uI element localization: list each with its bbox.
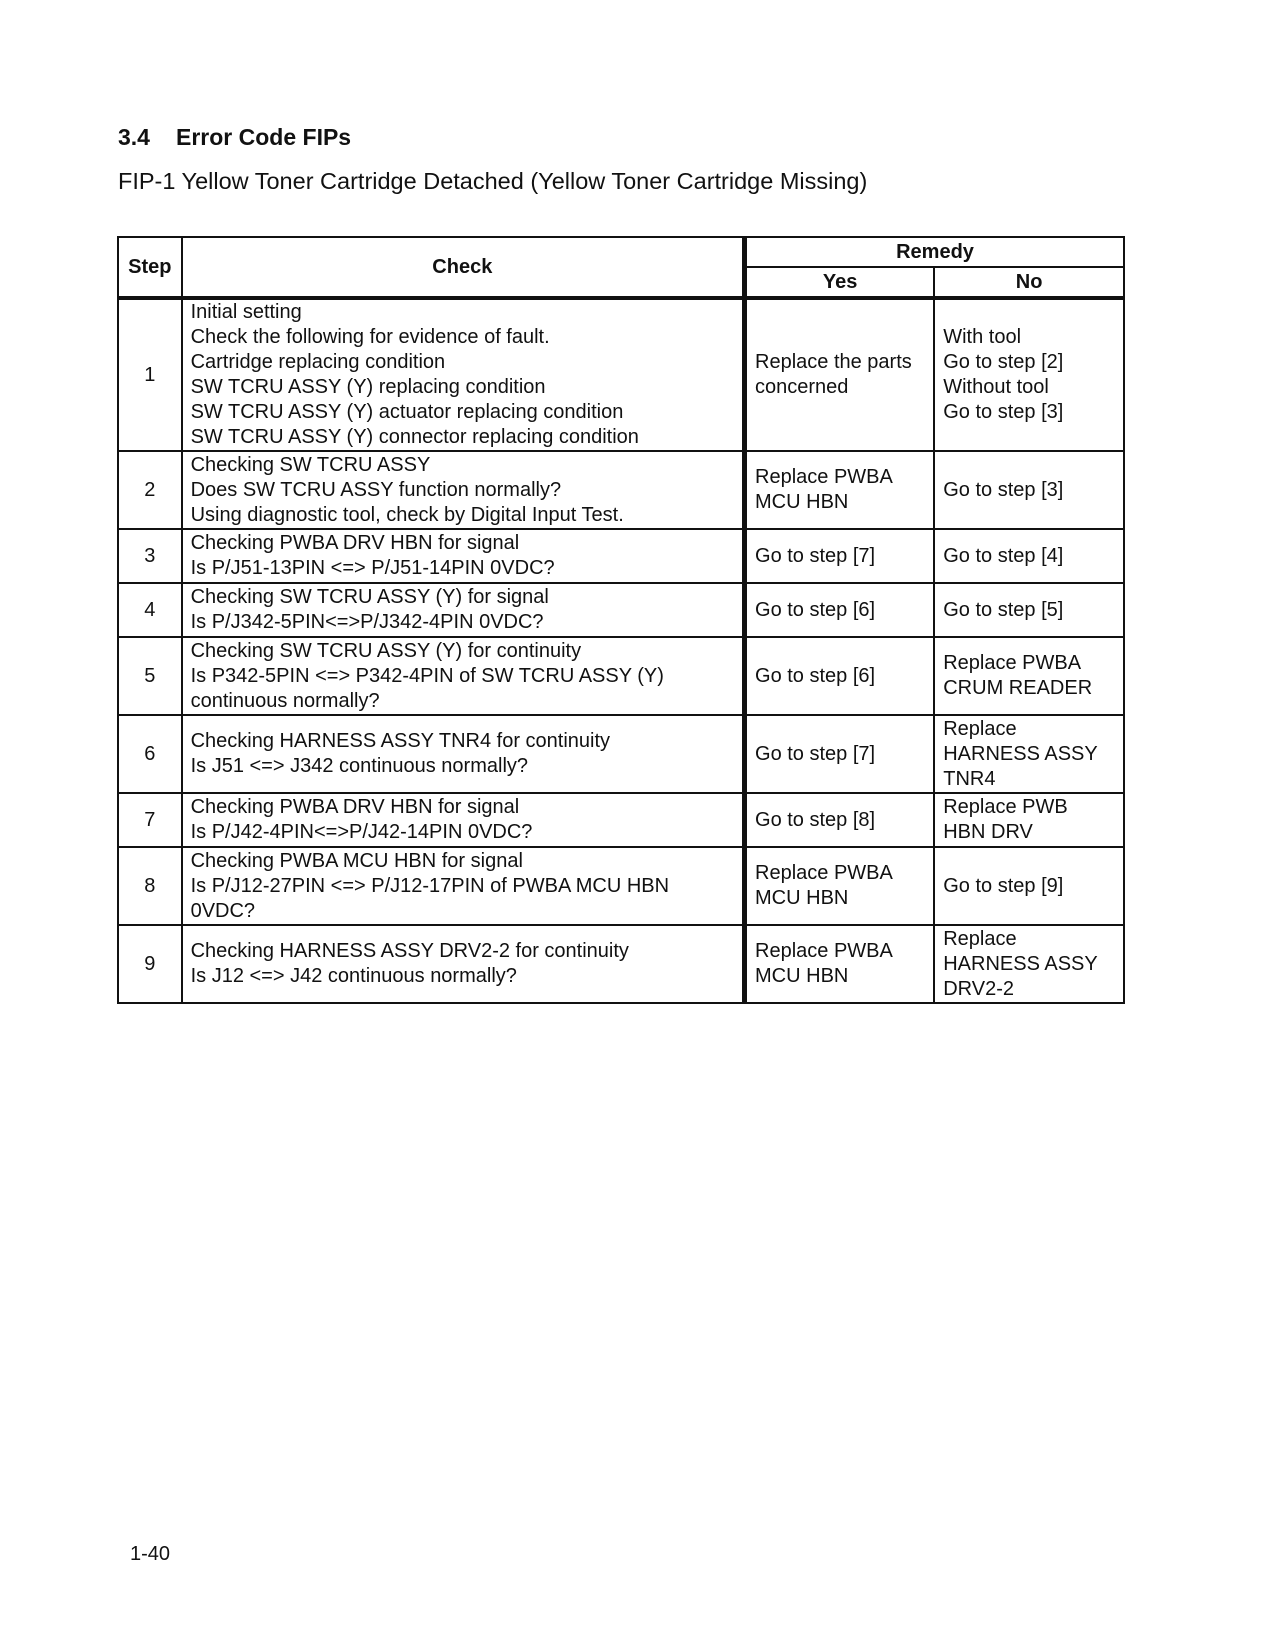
table-row [118,793,1124,847]
table-row [118,298,1124,451]
check-cell: Checking HARNESS ASSY TNR4 for continuity Is J51 <=> J342 continuous normally? [182,715,745,793]
check-cell: Checking SW TCRU ASSY (Y) for continuity Is P342-5PIN <=> P342-4PIN of SW TCRU ASSY (Y) continuous normally? [182,637,745,715]
step-cell: 8 [118,847,182,925]
no-cell: Replace PWB HBN DRV [934,793,1124,847]
step-cell: 1 [118,298,182,451]
section-title: Error Code FIPs [176,124,352,150]
yes-cell: Go to step [7] [745,529,935,583]
yes-cell: Replace PWBA MCU HBN [745,847,935,925]
check-cell: Checking PWBA DRV HBN for signal Is P/J42-4PIN<=>P/J42-14PIN 0VDC? [182,793,745,847]
fip-table [117,236,1125,1004]
yes-cell: Replace PWBA MCU HBN [745,925,935,1003]
step-cell: 7 [118,793,182,847]
no-cell: Go to step [4] [934,529,1124,583]
step-cell: 9 [118,925,182,1003]
no-cell: Go to step [3] [934,451,1124,529]
header-no: No [934,267,1124,298]
header-remedy: Remedy [745,237,1124,267]
header-check: Check [182,237,745,298]
table-row [118,847,1124,925]
yes-cell: Go to step [8] [745,793,935,847]
section-heading [118,124,351,151]
no-cell: Go to step [9] [934,847,1124,925]
table-row [118,529,1124,583]
no-cell: With tool Go to step [2] Without tool Go to step [3] [934,298,1124,451]
table-row [118,583,1124,637]
no-cell: Replace HARNESS ASSY DRV2-2 [934,925,1124,1003]
step-cell: 2 [118,451,182,529]
check-cell: Checking HARNESS ASSY DRV2-2 for continuity Is J12 <=> J42 continuous normally? [182,925,745,1003]
table-row [118,925,1124,1003]
no-cell: Replace HARNESS ASSY TNR4 [934,715,1124,793]
header-yes: Yes [745,267,935,298]
page-number: 1-40 [130,1543,171,1565]
yes-cell: Go to step [7] [745,715,935,793]
step-cell: 6 [118,715,182,793]
yes-cell: Go to step [6] [745,637,935,715]
check-cell: Initial setting Check the following for evidence of fault. Cartridge replacing condition SW TCRU ASSY (Y) replacing condition SW TCRU ASSY (Y) actuator replacing condition SW TCRU ASSY (Y) connector replacing condition [182,298,745,451]
yes-cell: Go to step [6] [745,583,935,637]
yes-cell: Replace PWBA MCU HBN [745,451,935,529]
step-cell: 3 [118,529,182,583]
check-cell: Checking PWBA MCU HBN for signal Is P/J12-27PIN <=> P/J12-17PIN of PWBA MCU HBN 0VDC? [182,847,745,925]
table-row [118,715,1124,793]
table-row [118,637,1124,715]
header-step: Step [118,237,182,298]
fip-title: FIP-1 Yellow Toner Cartridge Detached (Yellow Toner Cartridge Missing) [118,168,868,194]
check-cell: Checking PWBA DRV HBN for signal Is P/J51-13PIN <=> P/J51-14PIN 0VDC? [182,529,745,583]
check-cell: Checking SW TCRU ASSY (Y) for signal Is P/J342-5PIN<=>P/J342-4PIN 0VDC? [182,583,745,637]
table-row [118,451,1124,529]
no-cell: Go to step [5] [934,583,1124,637]
yes-cell: Replace the parts concerned [745,298,935,451]
section-number: 3.4 [118,124,150,150]
check-cell: Checking SW TCRU ASSY Does SW TCRU ASSY function normally? Using diagnostic tool, check by Digital Input Test. [182,451,745,529]
no-cell: Replace PWBA CRUM READER [934,637,1124,715]
step-cell: 5 [118,637,182,715]
step-cell: 4 [118,583,182,637]
